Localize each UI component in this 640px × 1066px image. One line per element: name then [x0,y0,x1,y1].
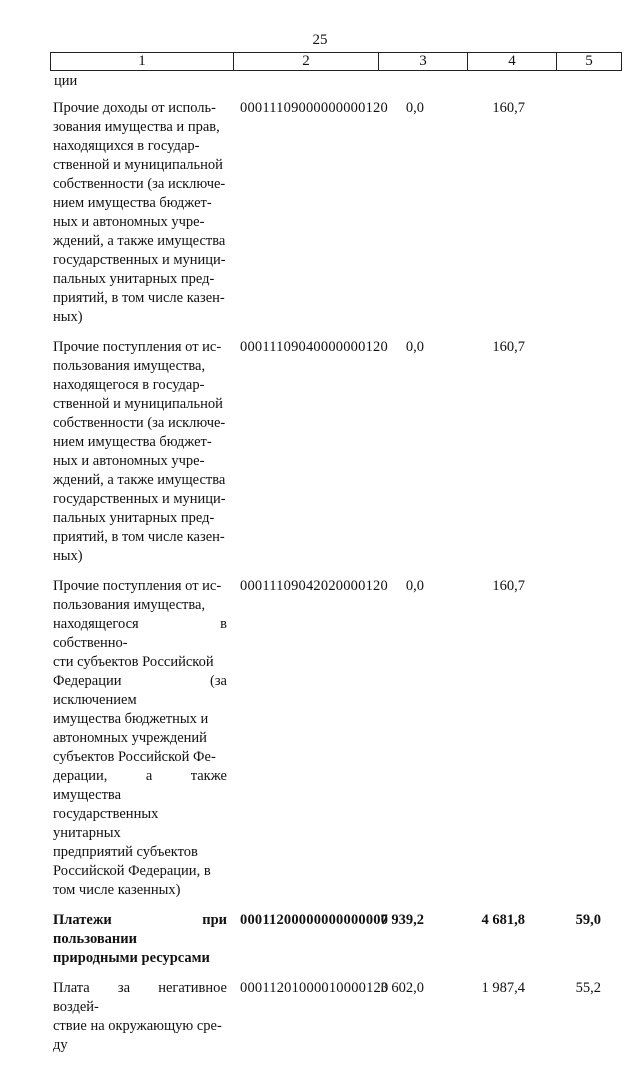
column-header-3: 3 [379,53,468,71]
row-actual-value: 4 681,8 [481,912,525,928]
row-description: Платежи при пользовании природными ресурсами [53,912,227,966]
row-actual-value: 160,7 [492,339,525,355]
row-plan-value: 3 602,0 [380,980,424,996]
row-percent-value: 59,0 [575,912,601,928]
row-code: 00011201000010000120 [240,980,389,996]
row-description: Прочие поступления от ис- пользования имущества, находящегося в собственно- сти субъектов Российской Федерации (за исключением имущества бюджетных и автономных учреждений субъектов Российской Фе- дерации, а также имущества государственных унитарных предприятий субъектов Российской Федерации, в том числе казенных) [53,578,227,898]
row-percent-value: 55,2 [575,980,601,996]
row-code: 00011109042020000120 [240,578,388,594]
row-code: 00011200000000000000 [240,912,389,928]
column-header-2: 2 [234,53,379,71]
column-header-table [50,52,622,71]
row-actual-value: 160,7 [492,578,525,594]
row-plan-value: 0,0 [405,578,424,594]
continued-text: ции [54,73,78,89]
row-code: 00011109000000000120 [240,100,388,116]
row-plan-value: 0,0 [405,100,424,116]
row-description: Прочие доходы от исполь- зования имущества и прав, находящихся в государ- ственной и муниципальной собственности (за исключе- нием имущества бюджет- ных и автономных учре- ждений, а также имущества государственных и муници- пальных унитарных пред- приятий, в том числе казен- ных) [53,100,226,325]
row-actual-value: 1 987,4 [481,980,525,996]
row-plan-value: 7 939,2 [380,912,424,928]
row-description: Прочие поступления от ис- пользования имущества, находящегося в государ- ственной и муниципальной собственности (за исключе- нием имущества бюджет- ных и автономных учре- ждений, а также имущества государственных и муници- пальных унитарных пред- приятий, в том числе казен- ных) [53,339,226,564]
table-body [52,72,612,1066]
column-header-4: 4 [468,53,557,71]
row-code: 00011109040000000120 [240,339,388,355]
page-number: 25 [312,32,328,48]
table-row-section-total [52,911,612,968]
row-plan-value: 0,0 [405,339,424,355]
table-row [52,99,612,327]
row-description: Плата за негативное воздей- ствие на окружающую сре- ду [53,980,227,1053]
table-row [52,979,612,1055]
table-row [52,338,612,566]
column-header-5: 5 [557,53,622,71]
row-actual-value: 160,7 [492,100,525,116]
table-row [52,577,612,900]
column-header-1: 1 [51,53,234,71]
column-header-row [51,53,622,71]
